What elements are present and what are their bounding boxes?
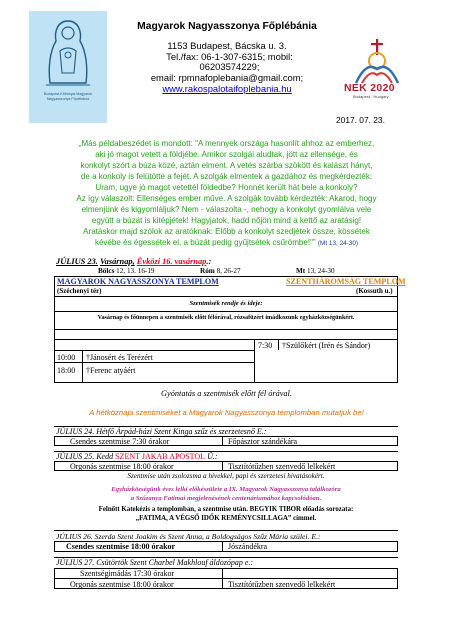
bulletin-date: 2017. 07. 23. — [336, 115, 385, 125]
mass-time: 10:00 — [57, 353, 76, 362]
day-27-mass: Orgonás szentmise 18:00 órakor — [70, 580, 174, 589]
day-25-title: JÚLIUS 25. Kedd SZENT JAKAB APOSTOL Ü.: — [56, 452, 218, 461]
reading-1: Bölcs 12, 13. 16-19 — [98, 267, 155, 275]
mobile: 06203574229; — [199, 61, 260, 72]
mass-time: 18:00 — [57, 366, 76, 375]
gospel-line-7: elmenjünk és kigyomláljuk? Nem - válaszolta -, nehogy a konkolyt gyomlálva vele — [81, 205, 372, 214]
mass-intention: †Szülőkért (Irén és Sándor) — [282, 341, 371, 350]
gospel-line-6: Az így válaszolt: Ellenséges ember műve. A szolgák tovább kérdezték: Akarod, hogy — [76, 194, 377, 203]
gospel-line-5: Uram, ugye jó magot vetettél földedbe? Honnét került hát bele a konkoly? — [95, 183, 358, 192]
day-25-intention: Tisztítótűzben szenvedő lelkekért — [228, 462, 336, 471]
parish-title: Magyarok Nagyasszonya Főplébánia — [137, 21, 317, 32]
parish-logo — [29, 11, 107, 123]
email: email: rpmnafoplebania@gmail.com; — [150, 72, 304, 83]
website-link[interactable]: www.rakospalotaifoplebania.hu — [162, 83, 292, 94]
reading-2: Róm 8, 26-27 — [200, 267, 241, 275]
gospel-line-1: „Más példabeszédet is mondott: "A mennyek országa hasonlít ahhoz az emberhez, — [78, 139, 375, 148]
church-left: MAGYAROK NAGYASSZONYA TEMPLOM — [57, 277, 219, 286]
day-26-mass: Csendes szentmise 18:00 órakor — [66, 542, 176, 551]
nek-label: NEK 2020 — [344, 82, 395, 94]
church-left-sub: (Széchenyi tér) — [57, 287, 102, 295]
website-line[interactable] — [118, 83, 336, 94]
day-25-event-4: „FATIMA, A VÉGSŐ IDŐK REMÉNYCSILLAGA” címmel. — [135, 515, 317, 522]
gospel-line-8: együtt a búzát is kitépjétek! Hagyjatok, hadd nőjön mind a kettő az aratásig! — [91, 216, 362, 225]
day-25-mass: Orgonás szentmise 18:00 órakor — [70, 462, 174, 471]
day-24-title: JÚLIUS 24. Hétfő Árpád-házi Szent Kinga szűz és szerzetesnő E.: — [56, 427, 267, 436]
confession-note: Gyóntatás a szentmisék előtt fél órával. — [161, 389, 292, 398]
address: 1153 Budapest, Bácska u. 3. — [167, 40, 287, 51]
gospel-line-4: de a konkoly is felütötte a fejét. A szolgák elmentek a gazdához és megkérdezték: — [80, 172, 373, 181]
mass-order-title: Szentmisék rendje és ideje: — [189, 300, 263, 307]
logo-caption: Budapest-Kőbányai Magyarok Nagyasszonya Főplébánia — [43, 92, 93, 101]
phone: Tel./fax: 06-1-307-6315; mobil: — [166, 51, 293, 62]
sunday-title: JÚLIUS 23. Vasárnap, Évközi 16. vasárnap.: — [56, 257, 212, 266]
day-24-mass: Csendes szentmise 7:30 órakor — [70, 437, 170, 446]
weekday-mass-note: A hétköznapi szentmiséket a Magyarok Nagyasszonya templomban mutatjuk be! — [89, 408, 364, 417]
day-27-intention: Tisztítótűzben szenvedő lelkekért — [228, 580, 336, 589]
gospel-reference: (Mt 13, 24-30) — [317, 240, 359, 247]
church-right: SZENTHÁROMSÁG TEMPLOM — [286, 277, 406, 286]
day-27-title: JÚLIUS 27. Csütörtök Szent Charbel Makhlouf áldozópap e.: — [56, 558, 254, 567]
mass-time: 7:30 — [258, 341, 273, 350]
mass-intention: †Ferenc atyáért — [86, 366, 136, 375]
gospel-line-10: kévébe és égessétek el, a búzát pedig gyűjtsétek csűrömbe!"” (Mt 13, 24-30) — [94, 238, 359, 247]
adoration-note: Vasárnap és főünnepen a szentmisék előtt félórával, rózsafüzért imádkozunk egyházközségünkért. — [97, 315, 355, 321]
day-25-note: Szentmise után zsolozsma a hívekkel, papi és szerzetesi hivatásokért. — [127, 472, 325, 480]
day-24-intention: Főpásztor szándékára — [228, 437, 298, 446]
day-26-title: JÚLIUS 26. Szerda Szent Joakim és Szent Anna, a Boldogságos Szűz Mária szülei. E.: — [56, 532, 321, 541]
mass-intention: †Jánosért és Terézért — [86, 353, 153, 362]
day-27-rosary: Szentségimádás 17:30 órakor — [80, 569, 175, 578]
gospel-line-9: Aratáskor majd szólok az aratóknak: Előbb a konkolyt szedjétek össze, kössétek — [83, 227, 370, 236]
day-25-event-2: a Szűzanya Fatimai megjelenésének centenáriumához kapcsolódóan. — [130, 495, 322, 502]
day-26-intention: Jószándékra — [228, 542, 268, 551]
day-25-event-3: Felnőtt Katekézis a templomban, a szentmise után. BEGYIK TIBOR előadás sorozata: — [98, 506, 354, 513]
day-25-event-1: Egyházközségünk éves lelki előkészülete a IX. Magyarok Nagyasszonya találkozóra — [111, 486, 341, 493]
nek-sub: Budapest - Hungary — [353, 94, 389, 99]
church-right-sub: (Kossuth u.) — [356, 287, 393, 295]
gospel-line-3: konkolyt szórt a búza közé, aztán elment. A vetés szárba szökött és kalászt hányt, — [80, 161, 373, 170]
gospel-line-2: aki jó magot vetett a földjébe. Amikor szolgái aludtak, jött az ellensége, és — [95, 150, 358, 159]
reading-3: Mt 13, 24-30 — [296, 267, 335, 275]
nek-logo — [340, 33, 416, 115]
madonna-icon — [38, 17, 98, 89]
